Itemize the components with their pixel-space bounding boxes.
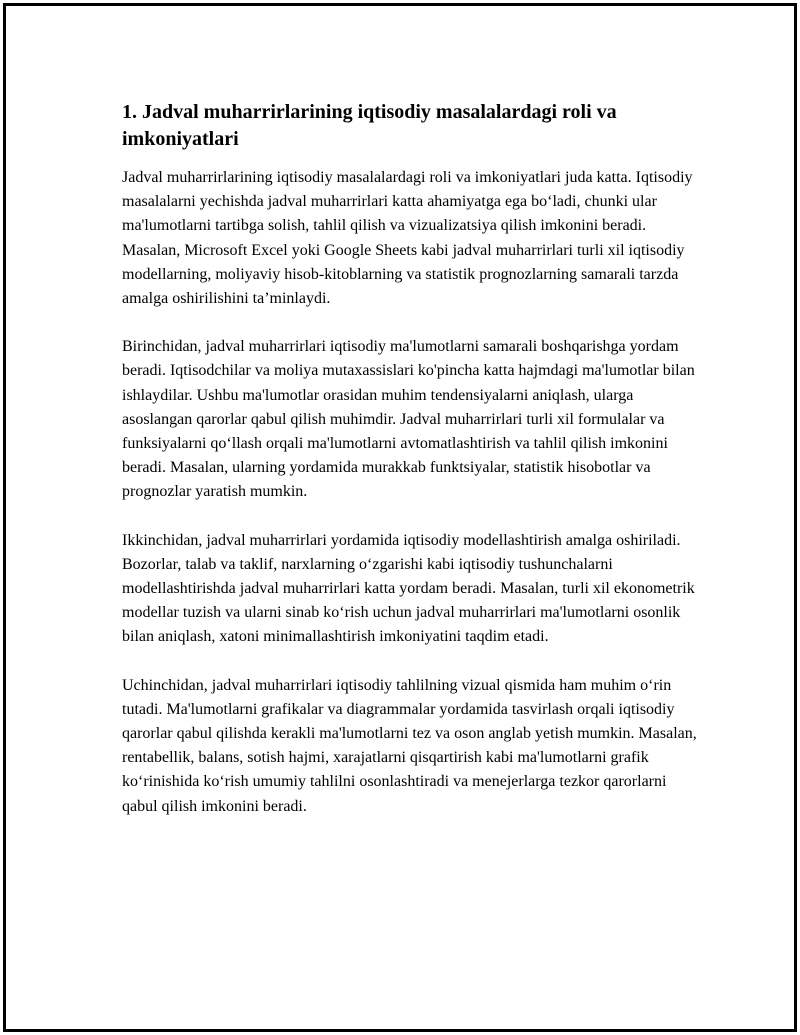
page-border (3, 3, 797, 1032)
paragraph-first: Birinchidan, jadval muharrirlari iqtisodiy ma'lumotlarni samarali boshqarishga yordam beradi. Iqtisodchilar va moliya mutaxassislari ko'pincha katta hajmdagi ma'lumotlar bilan ishlaydilar. Ushbu ma'lumotlar orasidan muhim tendensiyalarni aniqlash, ularga asoslangan qarorlar qabul qilish muhimdir. Jadval muharrirlari turli xil formulalar va funksiyalarni qo‘llash orqali ma'lumotlarni avtomatlashtirish va tahlil qilish imkonini beradi. Masalan, ularning yordamida murakkab funktsiyalar, statistik hisobotlar va prognozlar yaratish mumkin. (122, 338, 695, 501)
section-heading: 1. Jadval muharrirlarining iqtisodiy masalalardagi roli va imkoniyatlari (122, 101, 617, 150)
paragraph-second: Ikkinchidan, jadval muharrirlari yordamida iqtisodiy modellashtirish amalga oshiriladi. Bozorlar, talab va taklif, narxlarning o‘zgarishi kabi iqtisodiy tushunchalarni modellashtirishda jadval muharrirlari katta yordam beradi. Masalan, turli xil ekonometrik modellar tuzish va ularni sinab ko‘rish uchun jadval muharrirlari ma'lumotlarni osonlik bilan aniqlash, xatoni minimallashtirish imkoniyatini taqdim etadi. (122, 531, 695, 646)
paragraph-third: Uchinchidan, jadval muharrirlari iqtisodiy tahlilning vizual qismida ham muhim o‘rin tutadi. Ma'lumotlarni grafikalar va diagrammalar yordamida tasvirlash orqali iqtisodiy qarorlar qabul qilishda kerakli ma'lumotlarni tez va oson anglab yetish mumkin. Masalan, rentabellik, balans, sotish hajmi, xarajatlarni qisqartirish kabi ma'lumotlarni grafik ko‘rinishida ko‘rish umumiy tahlilni osonlashtiradi va menejerlarga tezkor qarorlarni qabul qilish imkonini beradi. (122, 676, 697, 815)
document-body (122, 99, 702, 843)
paragraph-intro: Jadval muharrirlarining iqtisodiy masalalardagi roli va imkoniyatlari juda katta. Iqtisodiy masalalarni yechishda jadval muharrirlari katta ahamiyatga ega bo‘ladi, chunki ular ma'lumotlarni tartibga solish, tahlil qilish va vizualizatsiya qilish imkonini beradi. Masalan, Microsoft Excel yoki Google Sheets kabi jadval muharrirlari turli xil iqtisodiy modellarning, moliyaviy hisob-kitoblarning va statistik prognozlarning samarali tarzda amalga oshirilishini ta’minlaydi. (122, 169, 693, 308)
